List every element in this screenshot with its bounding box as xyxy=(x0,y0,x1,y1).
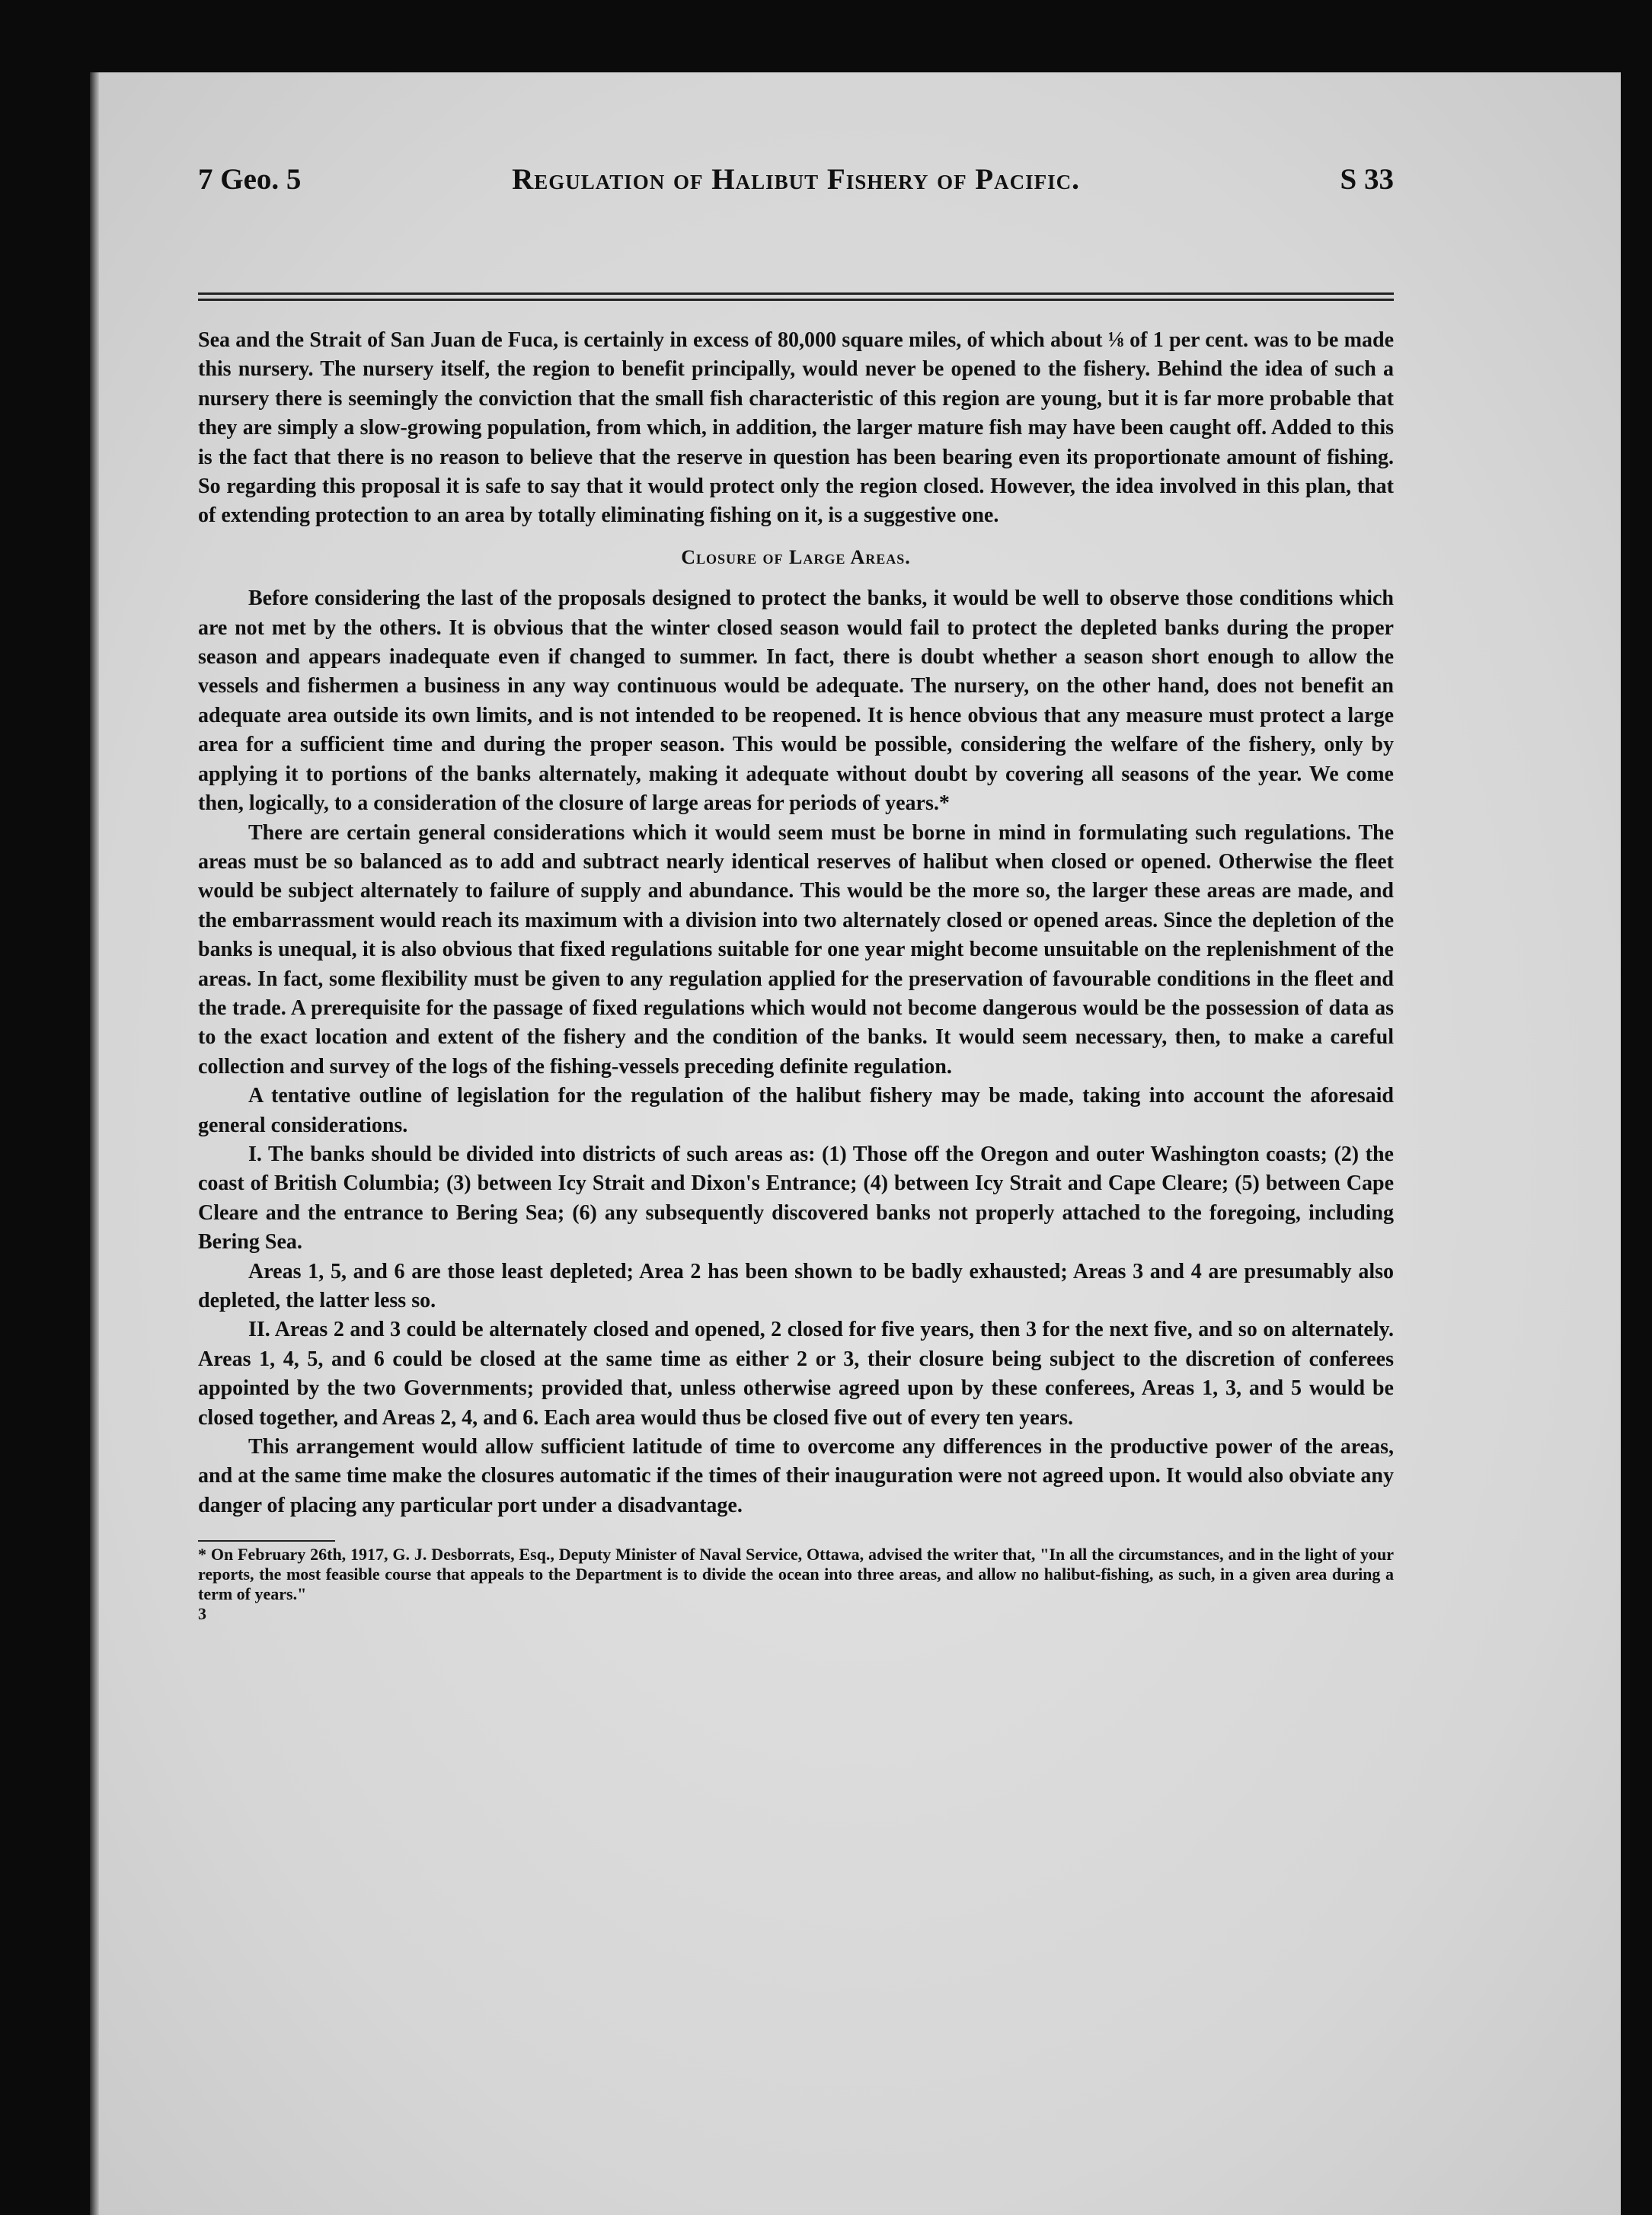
paragraph: A tentative outline of legislation for the regulation of the halibut fishery may be made, taking into account the aforesaid general considerations. xyxy=(198,1084,1394,1137)
header-rule-bottom xyxy=(198,299,1394,301)
footnote-rule xyxy=(198,1540,335,1542)
paragraph: There are certain general considerations which it would seem must be borne in mind in formulating such regulations. The areas must be so balanced as to add and subtract nearly identical reserves of halibut when closed or opened. Otherwise the fleet would be subject alternately to failure of supply and abundance. This would be the more so, the larger these areas are made, and the embarrassment would reach its maximum with a division into two alternately closed or opened areas. Since the depletion of the banks is unequal, it is also obvious that fixed regulations suitable for one year might become unsuitable on the replenishment of the areas. In fact, some flexibility must be given to any regulation applied for the preservation of favourable conditions in the fleet and the trade. A prerequisite for the passage of fixed regulations which would not become dangerous would be the possession of data as to the exact location and extent of the fishery and the condition of the banks. It would seem necessary, then, to make a careful collection and survey of the logs of the fishing-vessels preceding definite regulation. xyxy=(198,820,1394,1079)
paragraph: I. The banks should be divided into districts of such areas as: (1) Those off the Oregon and outer Washington coasts; (2) the coast of British Columbia; (3) between Icy Strait and Dixon's Entrance; (4) between Icy Strait and Cape Cleare; (5) between Cape Cleare and the entrance to Bering Sea; (6) any subsequently discovered banks not properly attached to the foregoing, including Bering Sea. xyxy=(198,1142,1394,1255)
paragraph: Before considering the last of the proposals designed to protect the banks, it would be well to observe those conditions which are not met by the others. It is obvious that the winter closed season would fail to protect the depleted banks during the proper season and appears inadequate even if changed to summer. In fact, there is doubt whether a season short enough to allow the vessels and fishermen a business in any way continuous would be adequate. The nursery, on the other hand, does not benefit an adequate area outside its own limits, and is not intended to be reopened. It is hence obvious that any measure must protect a large area for a sufficient time and during the proper season. This would be possible, considering the welfare of the fishery, only by applying it to portions of the banks alternately, making it adequate without doubt by covering all seasons of the year. We come then, logically, to a consideration of the closure of large areas for periods of years.* xyxy=(198,587,1394,816)
paragraph: This arrangement would allow sufficient latitude of time to overcome any differences in the productive power of the areas, and at the same time make the closures automatic if the times of their inauguration were not agreed upon. It would also obviate any danger of placing any particular port under a disadvantage. xyxy=(198,1435,1394,1517)
page-gutter xyxy=(90,72,99,2215)
section-heading: Closure of Large Areas. xyxy=(681,545,911,568)
paragraph: Areas 1, 5, and 6 are those least depleted; Area 2 has been shown to be badly exhausted; Areas 3 and 4 are presumably also depleted, the latter less so. xyxy=(198,1259,1394,1312)
header-page-number: S 33 xyxy=(1340,163,1394,196)
running-header xyxy=(198,162,1394,200)
header-session: 7 Geo. 5 xyxy=(198,163,302,196)
paragraph-continued: Sea and the Strait of San Juan de Fuca, is certainly in excess of 80,000 square miles, of which about ⅛ of 1 per cent. was to be made this nursery. The nursery itself, the region to benefit principally, would never be opened to the fishery. Behind the idea of such a nursery there is seemingly the conviction that the small fish characteristic of this region are young, but it is far more probable that they are simply a slow-growing population, from which, in addition, the larger mature fish may have been caught off. Added to this is the fact that there is no reason to believe that the reserve in question has been bearing even its proportionate amount of fishing. So regarding this proposal it is safe to say that it would protect only the region closed. However, the idea involved in this plan, that of extending protection to an area by totally eliminating fishing on it, is a suggestive one. xyxy=(198,328,1394,528)
paragraph: II. Areas 2 and 3 could be alternately closed and opened, 2 closed for five years, then 3 for the next five, and so on alternately. Areas 1, 4, 5, and 6 could be closed at the same time as either 2 or 3, their closure being subject to the discretion of conferees appointed by the two Governments; provided that, unless otherwise agreed upon by these conferees, Areas 1, 3, and 5 would be closed together, and Areas 2, 4, and 6. Each area would thus be closed five out of every ten years. xyxy=(198,1318,1394,1430)
signature-mark: 3 xyxy=(198,1604,206,1624)
document-body xyxy=(198,326,1394,1624)
header-title: Regulation of Halibut Fishery of Pacific. xyxy=(512,163,1080,196)
header-rule-top xyxy=(198,292,1394,295)
footnote: * On February 26th, 1917, G. J. Desborrats, Esq., Deputy Minister of Naval Service, Ottawa, advised the writer that, "In all the circumstances, and in the light of your reports, the most feasible course that appeals to the Department is to divide the ocean into three areas, and allow no halibut-fishing, as such, in a given area during a term of years." xyxy=(198,1545,1394,1604)
